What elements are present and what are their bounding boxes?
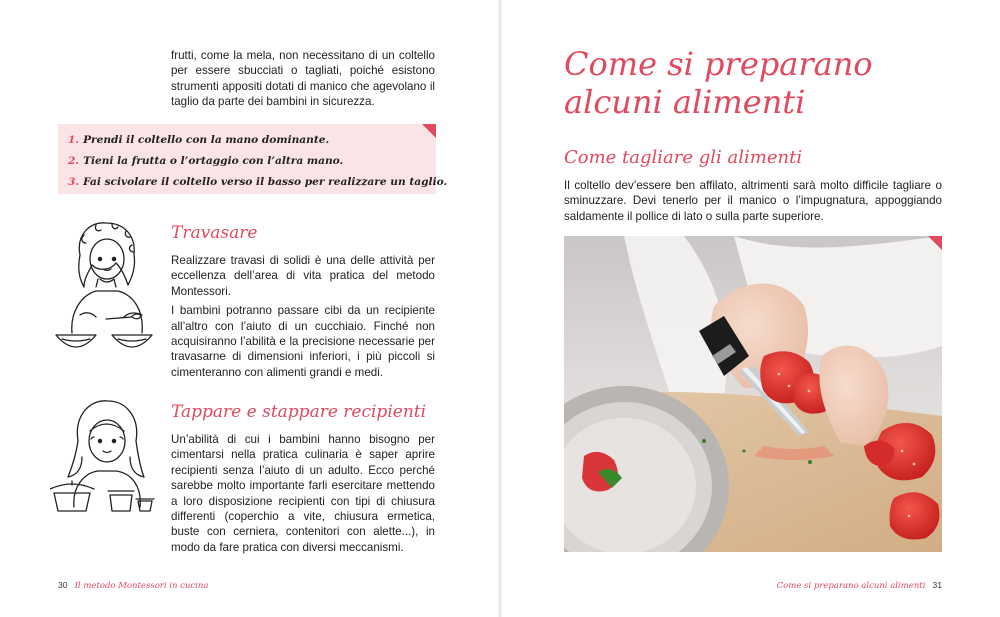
title-line: alcuni alimenti [564,83,806,121]
section-text-travasare [171,253,435,380]
paragraph: I bambini potranno passare cibi da un recipiente all’altro con l’aiuto di un cucchiaio. Finché non acquisiranno l’abilità e la precisione necessarie per travasarne di dimensioni inferiori, i più piccoli si cimenteranno con alimenti grandi e medi. [171,304,435,379]
step-item: 3. Fai scivolare il coltello verso il basso per realizzare un taglio. [68,176,448,188]
strawberry-cutting-photo [564,236,942,552]
corner-tab-icon [422,124,436,138]
intro-paragraph-right: Il coltello dev’essere ben affilato, altrimenti sarà molto difficile tagliare o sminuzzare. Devi tenerlo per il manico o l’impugnatura, appoggiando saldamente il pollice di lato o sulla parte superiore. [564,179,942,223]
section-text-tappare: Un’abilità di cui i bambini hanno bisogno per cimentarsi nella pratica culinaria è saper aprire recipienti senza l’aiuto di un adulto. Ecco perché sarebbe molto importante farli esercitare mettendo a loro disposizione recipienti con tipi di chiusura differenti (coperchio a vite, chiusura ermetica, buste con cerniera, contenitori con alette...), in modo da fare pratica con diversi meccanismi. [171,433,435,554]
step-item: 1. Prendi il coltello con la mano dominante. [68,134,330,146]
corner-tab-icon [928,236,942,250]
running-title: Come si preparano alcuni alimenti [776,581,926,591]
paragraph: Realizzare travasi di solidi è una delle attività per eccellenza dell’area di vita pratica del metodo Montessori. [171,254,435,298]
intro-paragraph: frutti, come la mela, non necessitano di un coltello per essere sbucciati o tagliati, poiché esistono strumenti appositi dotati di manico che agevolano il taglio da parte dei bambini in sicurezza. [171,49,435,109]
section-title-tappare: Tappare e stappare recipienti [171,402,427,422]
strawberry-cutting-image-icon [564,236,942,552]
subtitle: Come tagliare gli alimenti [564,147,803,168]
footer-right [777,580,942,591]
right-page [500,0,1000,617]
step-item: 2. Tieni la frutta o l’ortaggio con l’altra mano. [68,155,344,167]
footer-left [58,580,208,591]
running-title: Il metodo Montessori in cucina [74,581,209,591]
section-title-travasare: Travasare [171,223,258,243]
child-pouring-illustration-icon [50,215,160,360]
page-number: 31 [932,580,942,590]
steps-box [58,124,448,194]
child-opening-containers-illustration-icon [50,395,160,525]
page-number: 30 [58,580,68,590]
title-line: Come si preparano [564,45,873,83]
page-title [564,45,873,121]
